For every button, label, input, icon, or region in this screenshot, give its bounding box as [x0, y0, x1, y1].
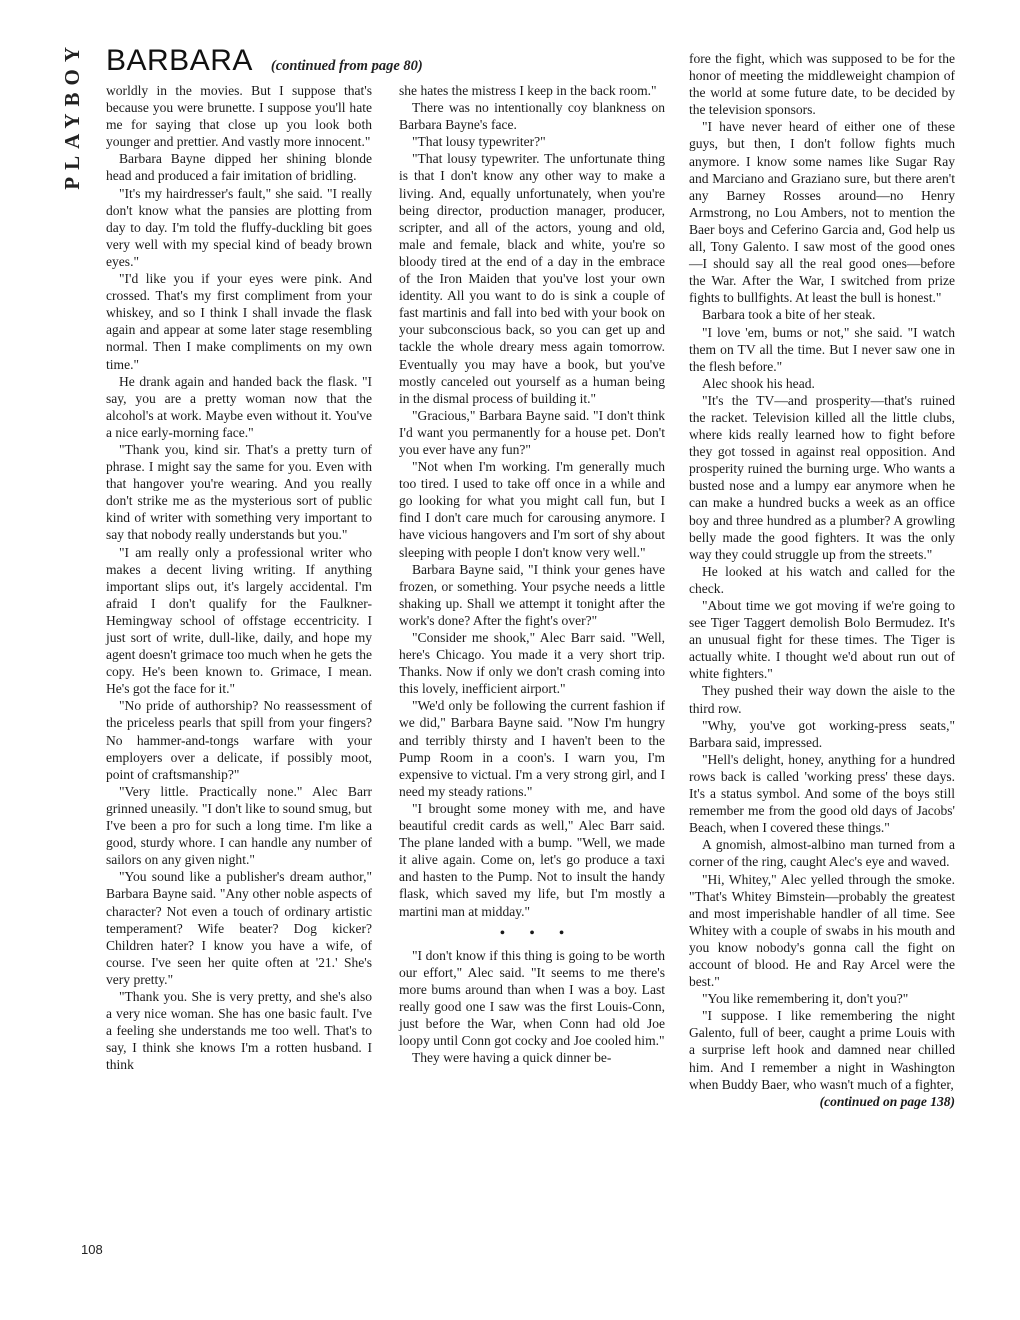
paragraph: worldly in the movies. But I suppose that's because you were brunette. I suppose you'll hate me for saying that close up you look both younger and prettier. And vastly more innocent." [106, 83, 372, 150]
paragraph: "I have never heard of either one of these guys, but then, I don't follow fights much anymore. I know some names like Sugar Ray and Marciano and Graziano sure, but there aren't any Barney Rosses around—no Henry Armstrong, no Lou Ambers, not to mention the Baer boys and Ceferino Garcia and, God help us all, Tony Galento. I saw most of the good ones—I should say all the real good ones—before the War. After the War, I switched from prize fights to bullfights. At least the bull is honest." [689, 119, 955, 306]
paragraph: "Gracious," Barbara Bayne said. "I don't think I'd want you permanently for a house pet. Don't you ever have any fun?" [399, 407, 665, 457]
column-3 [689, 50, 955, 1110]
paragraph: "You sound like a publisher's dream author," Barbara Bayne said. "Any other noble aspects of character? Not even a touch of ordinary artistic temperament? Wife beater? Dog kicker? Children hater? I know you have a wife, of course. I've seen her quite often at '21.' She's very pretty." [106, 869, 372, 987]
continued-on: (continued on page 138) [819, 1093, 955, 1109]
paragraph: fore the fight, which was supposed to be for the honor of meeting the middleweight champion of the world at some future date, to be decided by the television sponsors. [689, 51, 955, 118]
paragraph: "It's my hairdresser's fault," she said. "I really don't know what the pansies are plotting from day to day. I'm told the fluffy-duckling bit goes very well with my special kind of beady brown eyes." [106, 185, 372, 269]
paragraph: They were having a quick dinner be- [412, 1050, 612, 1066]
paragraph: "That lousy typewriter?" [412, 134, 546, 150]
paragraph: "I'd like you if your eyes were pink. And crossed. That's my first compliment from your whiskey, and so I think I shall invade the flask again and appear at some later stage resembling normal. Then I make compliments on my own time." [106, 271, 372, 372]
paragraph: "I suppose. I like remembering the night Galento, full of beer, caught a prime Louis with a surprise left hook and damned near chilled him. And I remember a night in Washington when Buddy Baer, who wasn't much of a fighter, [689, 1008, 955, 1092]
paragraph: Barbara took a bite of her steak. [702, 307, 876, 323]
paragraph: "I brought some money with me, and have beautiful credit cards as well," Alec Barr said. The plane landed with a bump. "Well, we made it alive again. Come on, let's go produce a taxi and hasten to the Pump. Not to insult the handy flask, which saved my life, but I'm mostly a martini man at midday." [399, 800, 665, 919]
paragraph: Barbara Bayne dipped her shining blonde head and produced a fair imitation of bridling. [106, 151, 372, 184]
paragraph: Alec shook his head. [702, 375, 815, 391]
paragraph: "Hi, Whitey," Alec yelled through the smoke. "That's Whitey Bimstein—probably the greatest and most imperishable handler of all time. See Whitey with a couple of swabs in his mouth and you know nobody's gonna call the fight on account of blood. He and Ray Arcel were the best." [689, 871, 955, 990]
column-2 [399, 82, 665, 1066]
magazine-name: PLAYBOY [60, 40, 84, 190]
article-title: BARBARA [106, 44, 253, 77]
paragraph: "Why, you've got working-press seats," Barbara said, impressed. [689, 717, 955, 750]
paragraph: "Very little. Practically none." Alec Barr grinned uneasily. "I don't like to sound smug, but I've been a pro for such a long time. I'm like a good, sturdy whore. I can handle any number of sailors on any given night." [106, 783, 372, 868]
continued-from: (continued from page 80) [270, 58, 423, 74]
paragraph: Barbara Bayne said, "I think your genes have frozen, or something. Your psyche needs a little shaking up. Shall we attempt it tonight after the work's done? After the fight's over?" [399, 561, 665, 628]
paragraph: "Thank you, kind sir. That's a pretty turn of phrase. I might say the same for you. Even with that hangover you're wearing. And you really don't strike me as the mysterious sort of public kind of writer with something very important to say that nobody really understands but you." [106, 441, 372, 543]
article-header [106, 44, 423, 78]
paragraph: "Not when I'm working. I'm generally much too tired. I used to take off once in a while and go looking for what you might call fun, but I find I don't care much for carousing anymore. I have vicious hangovers and I'm sort of shy about sleeping with people I don't know very well." [399, 459, 665, 560]
paragraph: He looked at his watch and called for the check. [689, 563, 955, 596]
paragraph: "Thank you. She is very pretty, and she's also a very nice woman. She has one basic fault. I've a feeling she understands me too well. That's to say, I think she knows I'm a rotten husband. I think [106, 988, 372, 1073]
paragraph: "About time we got moving if we're going to see Tiger Taggert demolish Bolo Bermudez. It's an unusual fight for these times. The Tiger is actually white. I thought we'd about run out of white fighters." [689, 598, 955, 682]
paragraph: "It's the TV—and prosperity—that's ruined the racket. Television killed all the little clubs, where kids really learned how to fight before they got tossed in against real opposition. And prosperity ruined the burning urge. Who wants a busted nose and a lumpy ear anymore when he can make a hundred bucks a week as an office boy and three hundred as a plumber? A growling belly made the good fighters. It was the only way they could struggle up from the streets." [689, 392, 955, 562]
page-number: 108 [81, 1242, 103, 1257]
paragraph: "I love 'em, bums or not," she said. "I watch them on TV all the time. But I never saw one in the flesh before." [689, 324, 955, 374]
section-divider: • • • [499, 924, 575, 942]
paragraph: she hates the mistress I keep in the back room." [399, 83, 657, 98]
paragraph: "That lousy typewriter. The unfortunate thing is that I don't know any other way to make a living. And, equally unfortunately, when you're being director, production manager, producer, scripter, and all of the actors, young and old, male and female, black and white, you're so bloody tired at the end of a day in the embrace of the Iron Maiden that you've lost your own identity. All you want to do is sink a couple of fast martinis and fall into bed with your book on your subconscious back, so you can get up and tackle the whole dreary mess again tomorrow. Eventually you may have a book, but you've mostly canceled out yourself as a human being in the dismal process of building it." [399, 151, 665, 406]
column-1 [106, 82, 372, 1073]
paragraph: They pushed their way down the aisle to the third row. [689, 683, 955, 716]
paragraph: "I don't know if this thing is going to be worth our effort," Alec said. "It seems to me there's more bums around than when I was a boy. Last really good one I saw was the first Louis-Conn, just before the War, when Conn had old Joe loopy until Conn got cocky and Joe cooled him." [399, 947, 665, 1049]
paragraph: He drank again and handed back the flask. "I say, you are a pretty woman now that the alcohol's at work. Maybe even without it. You've a nice early-morning face." [106, 373, 372, 440]
paragraph: "I am really only a professional writer who makes a decent living writing. If anything important slips out, it's largely accidental. I'm afraid I don't qualify for the Faulkner-Hemingway school of offstage eccentricity. I just sort of write, dull-like, daily, and hope my agent doesn't grimace too much when he gets the copy. He's been known to. Grimace, I mean. He's got the face for it." [106, 544, 372, 697]
paragraph: "You like remembering it, don't you?" [702, 991, 909, 1007]
paragraph: A gnomish, almost-albino man turned from a corner of the ring, caught Alec's eye and waved. [689, 837, 955, 870]
paragraph: "We'd only be following the current fashion if we did," Barbara Bayne said. "Now I'm hungry and terribly thirsty and I haven't been to the Pump Room in a coon's. I warn you, I'm expensive to victual. I'm a very strong girl, and I need my steady rations." [399, 698, 665, 799]
paragraph: There was no intentionally coy blankness on Barbara Bayne's face. [399, 100, 665, 133]
paragraph: "Consider me shook," Alec Barr said. "Well, here's Chicago. You made it a very short trip. Thanks. Now if only we don't crash coming into this lovely, inefficient airport." [399, 630, 665, 697]
paragraph: "No pride of authorship? No reassessment of the priceless pearls that spill from your fingers? No hammer-and-tongs warfare with your employers over a delicate, if possibly moot, point of craftsmanship?" [106, 698, 372, 782]
paragraph: "Hell's delight, honey, anything for a hundred rows back is called 'working press' these days. It's a status symbol. And some of the boys still remember me from the good old days of Jacobs' Beach, when I covered these things." [689, 751, 955, 836]
